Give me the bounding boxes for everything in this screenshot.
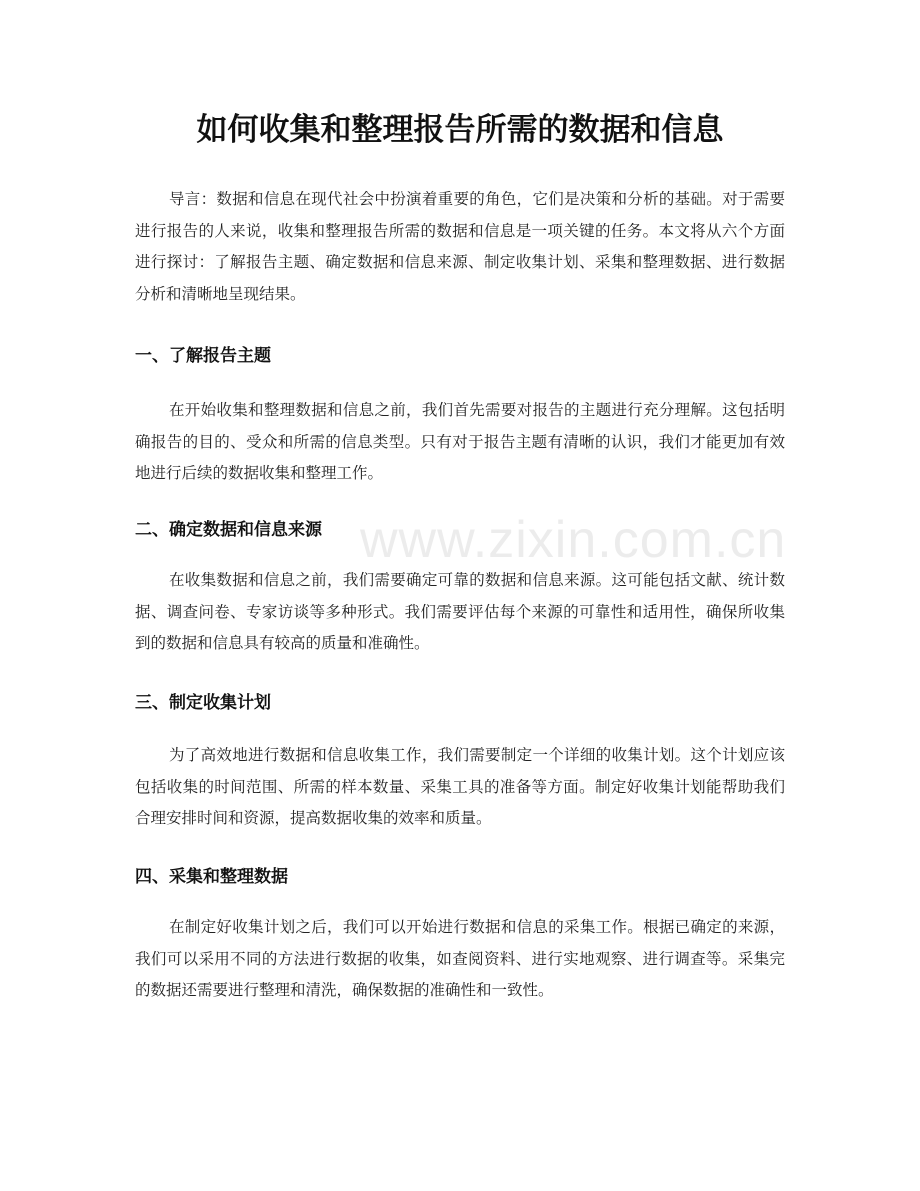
section-body-2: 在收集数据和信息之前，我们需要确定可靠的数据和信息来源。这可能包括文献、统计数据、调查问卷、专家访谈等多种形式。我们需要评估每个来源的可靠性和适用性，确保所收集到的数据和信息具有较高的质量和准确性。 [135,571,785,652]
intro-paragraph: 导言：数据和信息在现代社会中扮演着重要的角色，它们是决策和分析的基础。对于需要进行报告的人来说，收集和整理报告所需的数据和信息是一项关键的任务。本文将从六个方面进行探讨：了解报告主题、确定数据和信息来源、制定收集计划、采集和整理数据、进行数据分析和清晰地呈现结果。 [135,190,785,303]
section-body-1: 在开始收集和整理数据和信息之前，我们首先需要对报告的主题进行充分理解。这包括明确报告的目的、受众和所需的信息类型。只有对于报告主题有清晰的认识，我们才能更加有效地进行后续的数据收集和整理工作。 [135,401,785,482]
section-heading-3: 三、制定收集计划 [135,693,271,713]
page-title: 如何收集和整理报告所需的数据和信息 [196,112,724,148]
section-heading-1: 一、了解报告主题 [135,346,271,366]
section-heading-2: 二、确定数据和信息来源 [135,520,322,540]
section-heading-4: 四、采集和整理数据 [135,867,288,887]
watermark: www.zixin.com.cn [360,511,787,569]
section-body-3: 为了高效地进行数据和信息收集工作，我们需要制定一个详细的收集计划。这个计划应该包括收集的时间范围、所需的样本数量、采集工具的准备等方面。制定好收集计划能帮助我们合理安排时间和资源，提高数据收集的效率和质量。 [135,746,785,827]
section-body-4: 在制定好收集计划之后，我们可以开始进行数据和信息的采集工作。根据已确定的来源，我们可以采用不同的方法进行数据的收集，如查阅资料、进行实地观察、进行调查等。采集完的数据还需要进行整理和清洗，确保数据的准确性和一致性。 [135,918,785,999]
